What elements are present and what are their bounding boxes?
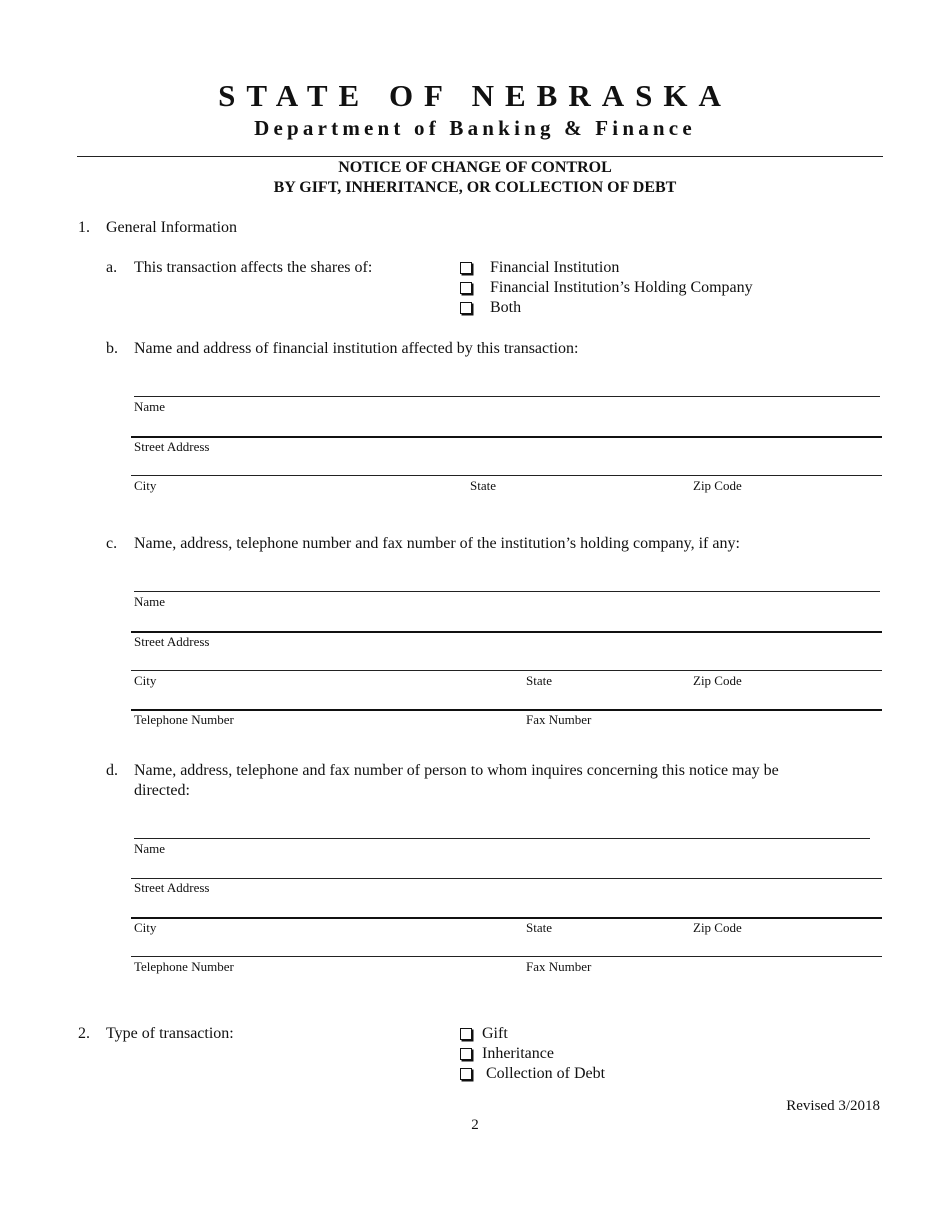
checkbox-both[interactable] [460,302,472,314]
c-city-label: City [134,673,157,688]
d-zip-label: Zip Code [693,920,742,935]
d-city-state-zip-field[interactable] [131,917,882,919]
c-street-label: Street Address [134,634,210,649]
section2-number: 2. [78,1025,90,1042]
d-name-label: Name [134,841,166,856]
b-street-field[interactable] [131,436,882,438]
d-city-label: City [134,920,157,935]
c-phone-fax-field[interactable] [131,709,882,711]
b-city-state-zip-field[interactable] [131,475,882,476]
option-holding-company: Financial Institution’s Holding Company [490,279,753,296]
notice-title-line1: NOTICE OF CHANGE OF CONTROL [338,159,612,176]
option-inheritance: Inheritance [482,1045,554,1062]
b-city-label: City [134,478,157,493]
c-name-field[interactable] [134,591,880,592]
item-a-label: This transaction affects the shares of: [134,259,373,276]
revised-date: Revised 3/2018 [786,1098,880,1114]
item-c-label: Name, address, telephone number and fax number of the institution’s holding company, if any: [134,535,740,552]
b-name-label: Name [134,399,166,414]
item-d-label-line1: Name, address, telephone and fax number of person to whom inquires concerning this notice may be [134,762,779,779]
state-title: STATE OF NEBRASKA [218,78,732,113]
c-city-state-zip-field[interactable] [131,670,882,671]
c-zip-label: Zip Code [693,673,742,688]
section1-title: General Information [106,219,238,236]
option-gift: Gift [482,1025,508,1042]
header-divider [77,156,883,157]
section1-number: 1. [78,219,90,236]
b-name-field[interactable] [134,396,880,397]
b-zip-label: Zip Code [693,478,742,493]
checkbox-holding-company[interactable] [460,282,472,294]
d-street-label: Street Address [134,880,210,895]
c-state-label: State [526,673,552,688]
b-street-label: Street Address [134,439,210,454]
option-collection-of-debt: Collection of Debt [486,1065,606,1082]
d-phone-label: Telephone Number [134,959,234,974]
item-d-letter: d. [106,762,118,779]
d-phone-fax-field[interactable] [131,956,882,957]
item-a-letter: a. [106,259,118,276]
checkbox-inheritance[interactable] [460,1048,472,1060]
option-both: Both [490,299,522,316]
d-name-field[interactable] [134,838,870,839]
notice-title-line2: BY GIFT, INHERITANCE, OR COLLECTION OF DEBT [273,179,677,196]
c-street-field[interactable] [131,631,882,633]
department-title: Department of Banking & Finance [254,116,696,140]
checkbox-gift[interactable] [460,1028,472,1040]
checkbox-collection-of-debt[interactable] [460,1068,472,1080]
d-fax-label: Fax Number [526,959,592,974]
d-state-label: State [526,920,552,935]
checkbox-financial-institution[interactable] [460,262,472,274]
section2-title: Type of transaction: [106,1025,234,1042]
item-b-label: Name and address of financial institution affected by this transaction: [134,340,579,357]
item-b-letter: b. [106,340,118,357]
item-c-letter: c. [106,535,118,552]
d-street-field[interactable] [131,878,882,879]
item-d-label-line2: directed: [134,782,190,799]
page-number: 2 [471,1117,479,1133]
c-phone-label: Telephone Number [134,712,234,727]
option-financial-institution: Financial Institution [490,259,620,276]
b-state-label: State [470,478,496,493]
c-fax-label: Fax Number [526,712,592,727]
c-name-label: Name [134,594,166,609]
